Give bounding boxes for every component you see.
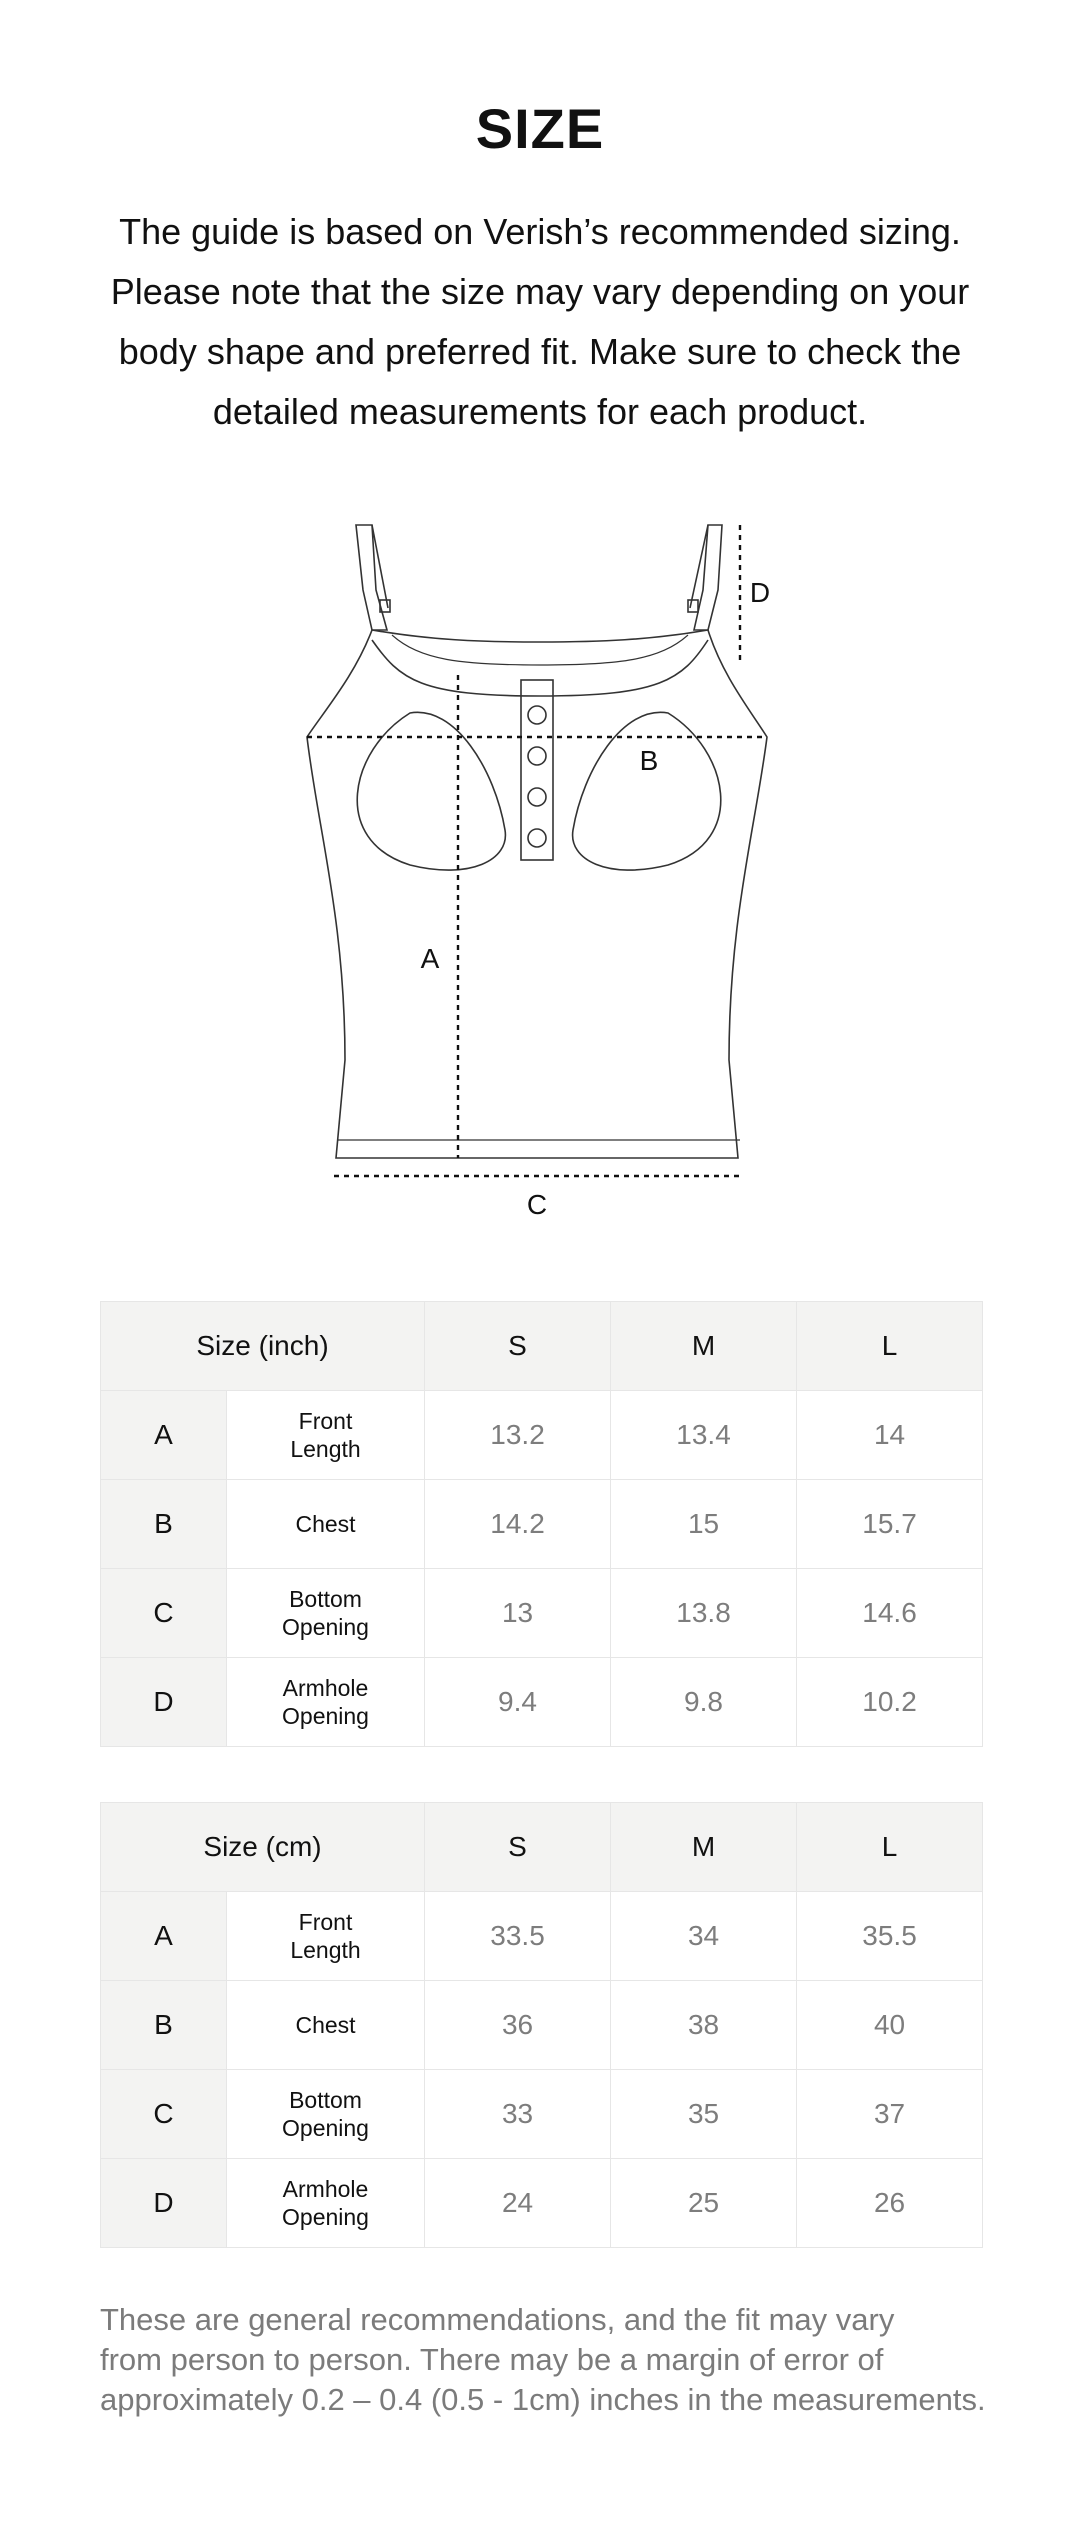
cell-value: 13.2 <box>425 1391 611 1480</box>
table-row <box>101 1892 983 1981</box>
note-line: from person to person. There may be a margin of error of <box>100 2342 884 2377</box>
intro-line: The guide is based on Verish’s recommended sizing. <box>119 211 961 252</box>
cell-value: 9.4 <box>425 1658 611 1747</box>
cell-value: 35.5 <box>797 1892 983 1981</box>
row-name: Front Length <box>227 1391 425 1480</box>
cell-value: 25 <box>611 2159 797 2248</box>
table-row <box>101 1981 983 2070</box>
cell-value: 26 <box>797 2159 983 2248</box>
intro-line: Please note that the size may vary depending on your <box>110 271 970 312</box>
cell-value: 35 <box>611 2070 797 2159</box>
header-size-m: M <box>611 1302 797 1391</box>
row-code: C <box>101 1569 227 1658</box>
cell-value: 15 <box>611 1480 797 1569</box>
size-table-cm <box>100 1802 983 2248</box>
size-table-inch <box>100 1301 983 1747</box>
header-size-m: M <box>611 1803 797 1892</box>
row-code: B <box>101 1981 227 2070</box>
row-code: D <box>101 2159 227 2248</box>
cell-value: 40 <box>797 1981 983 2070</box>
header-size-s: S <box>425 1803 611 1892</box>
header-size-s: S <box>425 1302 611 1391</box>
label-c: C <box>526 1189 548 1220</box>
intro-line: detailed measurements for each product. <box>212 391 868 432</box>
row-name: Bottom Opening <box>227 1569 425 1658</box>
row-name: Front Length <box>227 1892 425 1981</box>
header-size-unit: Size (cm) <box>101 1803 425 1892</box>
table-header-row <box>101 1302 983 1391</box>
label-d: D <box>749 577 771 608</box>
cell-value: 14 <box>797 1391 983 1480</box>
cell-value: 36 <box>425 1981 611 2070</box>
row-code: D <box>101 1658 227 1747</box>
cell-value: 13 <box>425 1569 611 1658</box>
cell-value: 34 <box>611 1892 797 1981</box>
table-row <box>101 1569 983 1658</box>
cell-value: 24 <box>425 2159 611 2248</box>
camisole-top-icon <box>0 500 1080 1260</box>
cell-value: 13.4 <box>611 1391 797 1480</box>
garment-diagram <box>0 500 1080 1260</box>
header-size-l: L <box>797 1302 983 1391</box>
header-size-unit: Size (inch) <box>101 1302 425 1391</box>
row-name: Chest <box>227 1981 425 2070</box>
row-name: Chest <box>227 1480 425 1569</box>
cell-value: 33.5 <box>425 1892 611 1981</box>
cell-value: 10.2 <box>797 1658 983 1747</box>
cell-value: 9.8 <box>611 1658 797 1747</box>
disclaimer-note <box>100 2300 1000 2420</box>
intro-line: body shape and preferred fit. Make sure to check the <box>118 331 962 372</box>
row-code: C <box>101 2070 227 2159</box>
cell-value: 37 <box>797 2070 983 2159</box>
row-code: A <box>101 1892 227 1981</box>
row-code: B <box>101 1480 227 1569</box>
row-name: Bottom Opening <box>227 2070 425 2159</box>
cell-value: 13.8 <box>611 1569 797 1658</box>
table-row <box>101 1391 983 1480</box>
cell-value: 38 <box>611 1981 797 2070</box>
table-row <box>101 1480 983 1569</box>
table-row <box>101 1658 983 1747</box>
table-row <box>101 2070 983 2159</box>
cell-value: 14.2 <box>425 1480 611 1569</box>
note-line: These are general recommendations, and the fit may vary <box>100 2302 895 2337</box>
cell-value: 14.6 <box>797 1569 983 1658</box>
row-code: A <box>101 1391 227 1480</box>
label-a: A <box>420 943 440 974</box>
label-b: B <box>639 745 659 776</box>
row-name: Armhole Opening <box>227 1658 425 1747</box>
header-size-l: L <box>797 1803 983 1892</box>
page-title: SIZE <box>475 97 605 160</box>
cell-value: 15.7 <box>797 1480 983 1569</box>
cell-value: 33 <box>425 2070 611 2159</box>
table-header-row <box>101 1803 983 1892</box>
intro-text <box>60 202 1020 442</box>
table-row <box>101 2159 983 2248</box>
row-name: Armhole Opening <box>227 2159 425 2248</box>
note-line: approximately 0.2 – 0.4 (0.5 - 1cm) inches in the measurements. <box>100 2382 986 2417</box>
